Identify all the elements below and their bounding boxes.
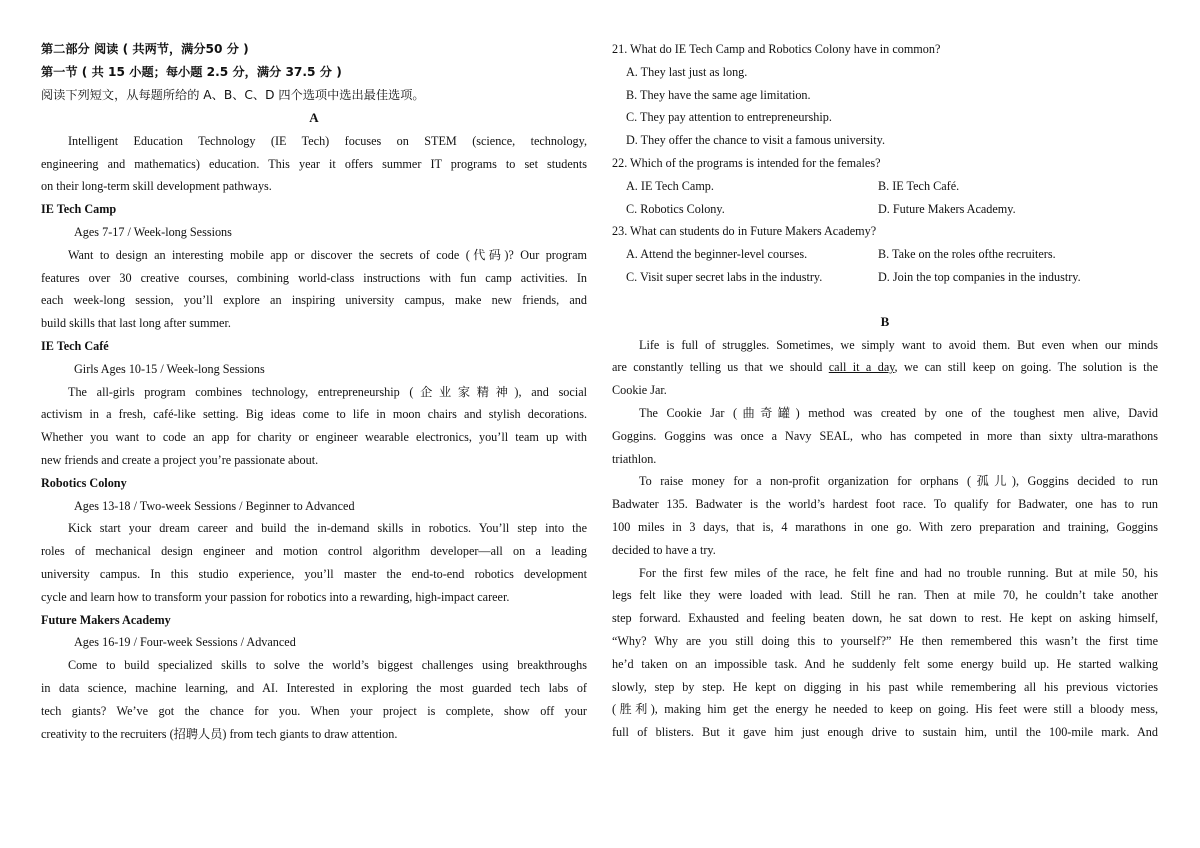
program-meta-cafe: Girls Ages 10-15 / Week-long Sessions — [74, 361, 265, 376]
option-23c: C. Visit super secret labs in the industry. — [626, 269, 823, 284]
passage-a-label: A — [309, 110, 319, 125]
program-text-line: Want to design an interesting mobile app or discover the secrets of code (代码)? Our program — [68, 247, 587, 262]
program-title-future: Future Makers Academy — [41, 612, 171, 627]
option-row — [612, 266, 1158, 289]
section-heading: 第一节 ( 共 15 小题；每小题 2.5 分，满分 37.5 分 ) — [41, 65, 342, 79]
option-21c: C. They pay attention to entrepreneurship. — [626, 110, 832, 125]
option-21d: D. They offer the chance to visit a famous university. — [626, 133, 886, 148]
program-text-line: in data science, machine learning, and AI. Interested in exploring the most guarded tech labs of — [41, 680, 587, 695]
right-column — [612, 38, 1158, 744]
option-22c: C. Robotics Colony. — [626, 201, 725, 216]
program-text-line: Whether you want to code an app for charity or engineer wearable electronics, you’ll team up with — [41, 430, 587, 445]
passage-b-line: (胜利), making him get the energy he needed to keep on going. His feet were still a bloody mess, — [612, 702, 1158, 717]
passage-b-line: Life is full of struggles. Sometimes, we simply want to avoid them. But even when our minds — [639, 337, 1158, 352]
option-row — [612, 198, 1158, 221]
passage-a-line: engineering and mathematics) education. This year it offers summer IT programs to set students — [41, 156, 587, 171]
passage-b-text: are constantly telling us that we should — [612, 360, 829, 375]
passage-b-line: For the first few miles of the race, he felt fine and had no trouble running. But at mile 50, his — [639, 565, 1158, 580]
passage-b-line: full of blisters. But it gave him just enough drive to sustain him, until the 100-mile mark. And — [612, 725, 1158, 740]
passage-b-label: B — [880, 313, 890, 329]
passage-b-line: “Why? Why are you still doing this to yourself?” He then remembered this wasn’t the first time — [612, 633, 1158, 648]
option-22b: B. IE Tech Café. — [878, 178, 960, 193]
option-23b: B. Take on the roles ofthe recruiters. — [878, 247, 1056, 262]
question-23: 23. What can students do in Future Makers Academy? — [612, 224, 877, 239]
passage-b-line: step forward. Exhausted and feeling beaten down, he sat down to rest. He kept on asking himself, — [612, 611, 1158, 626]
program-text-line: The all-girls program combines technology, entrepreneurship (企业家精神), and social — [68, 384, 587, 399]
program-text-line: university campus. In this studio experience, you’ll master the end-to-end robotics development — [41, 566, 587, 581]
instruction: 阅读下列短文，从每题所给的 A、B、C、D 四个选项中选出最佳选项。 — [41, 88, 425, 102]
option-row — [612, 243, 1158, 266]
program-text-line: roles of mechanical design engineer and motion control algorithm developer—all on a leading — [41, 544, 587, 559]
passage-a-line: on their long-term skill development pathways. — [41, 179, 272, 194]
question-22: 22. Which of the programs is intended for the females? — [612, 155, 881, 170]
program-text-line: creativity to the recruiters (招聘人员) from tech giants to draw attention. — [41, 726, 398, 741]
question-21: 21. What do IE Tech Camp and Robotics Colony have in common? — [612, 42, 941, 56]
underlined-phrase: call it a day — [828, 360, 895, 375]
passage-b-text: , we can still keep on going. The solution is the — [894, 360, 1159, 375]
left-column — [41, 38, 587, 745]
option-23d: D. Join the top companies in the industry. — [878, 269, 1081, 284]
passage-b-line: legs felt like they were loaded with lead. Still he ran. Then at mile 70, he couldn’t take another — [612, 588, 1158, 603]
option-21a: A. They last just as long. — [626, 64, 748, 79]
passage-a-line: Intelligent Education Technology (IE Tech) focuses on STEM (science, technology, — [68, 133, 587, 148]
program-text-line: tech giants? We’ve got the chance for you. When your project is complete, show off your — [41, 703, 587, 718]
passage-b-line: 100 miles in 3 days, that is, 4 marathons in one go. With zero preparation and training, Goggins — [612, 519, 1158, 534]
program-title-camp: IE Tech Camp — [41, 202, 117, 217]
program-text-line: features over 30 creative courses, combining world-class instructions with fun camp activities. In — [41, 270, 587, 285]
program-text-line: build skills that last long after summer. — [41, 316, 231, 331]
program-text-line: Come to build specialized skills to solve the world’s biggest challenges using breakthroughs — [68, 658, 587, 673]
option-21b: B. They have the same age limitation. — [626, 87, 811, 102]
spacer — [612, 289, 1158, 311]
program-title-cafe: IE Tech Café — [41, 338, 109, 353]
passage-b-line: slowly, step by step. He kept on digging in his past while remembering all his previous victories — [612, 679, 1158, 694]
program-text-line: Kick start your dream career and build the in-demand skills in robotics. You’ll step into the — [68, 521, 587, 536]
option-row — [612, 175, 1158, 198]
option-23a: A. Attend the beginner-level courses. — [626, 247, 808, 262]
passage-b-line — [612, 356, 1158, 379]
passage-b-line: The Cookie Jar (曲奇罐) method was created by one of the toughest men alive, David — [639, 405, 1158, 420]
program-meta-camp: Ages 7-17 / Week-long Sessions — [74, 224, 232, 239]
program-title-robotics: Robotics Colony — [41, 475, 127, 490]
passage-b-line: decided to have a try. — [612, 542, 716, 557]
program-text-line: new friends and create a project you’re passionate about. — [41, 452, 319, 467]
program-meta-robotics: Ages 13-18 / Two-week Sessions / Beginner to Advanced — [74, 498, 355, 513]
passage-b-line: Cookie Jar. — [612, 383, 667, 398]
part-heading: 第二部分 阅读 ( 共两节，满分50 分 ) — [41, 42, 249, 56]
program-text-line: activism in a fresh, café-like setting. Big ideas come to life in moon chairs and stylish decorations. — [41, 407, 587, 422]
option-22d: D. Future Makers Academy. — [878, 201, 1016, 216]
passage-b-line: triathlon. — [612, 451, 657, 466]
passage-b-line: he’d taken on an impossible task. And he suddenly felt some energy build up. He started walking — [612, 656, 1158, 671]
program-text-line: cycle and learn how to transform your passion for robotics into a rewarding, high-impact career. — [41, 589, 510, 604]
program-meta-future: Ages 16-19 / Four-week Sessions / Advanced — [74, 635, 296, 650]
option-22a: A. IE Tech Camp. — [626, 178, 714, 193]
program-text-line: each week-long session, you’ll explore an inspiring university campus, make new friends, and — [41, 293, 587, 308]
passage-b-line: To raise money for a non-profit organization for orphans (孤儿), Goggins decided to run — [639, 474, 1158, 489]
passage-b-line: Badwater 135. Badwater is the world’s hardest foot race. To qualify for Badwater, one has to run — [612, 497, 1158, 512]
passage-b-line: Goggins. Goggins was once a Navy SEAL, who has competed in more than sixty ultra-marathons — [612, 428, 1158, 443]
